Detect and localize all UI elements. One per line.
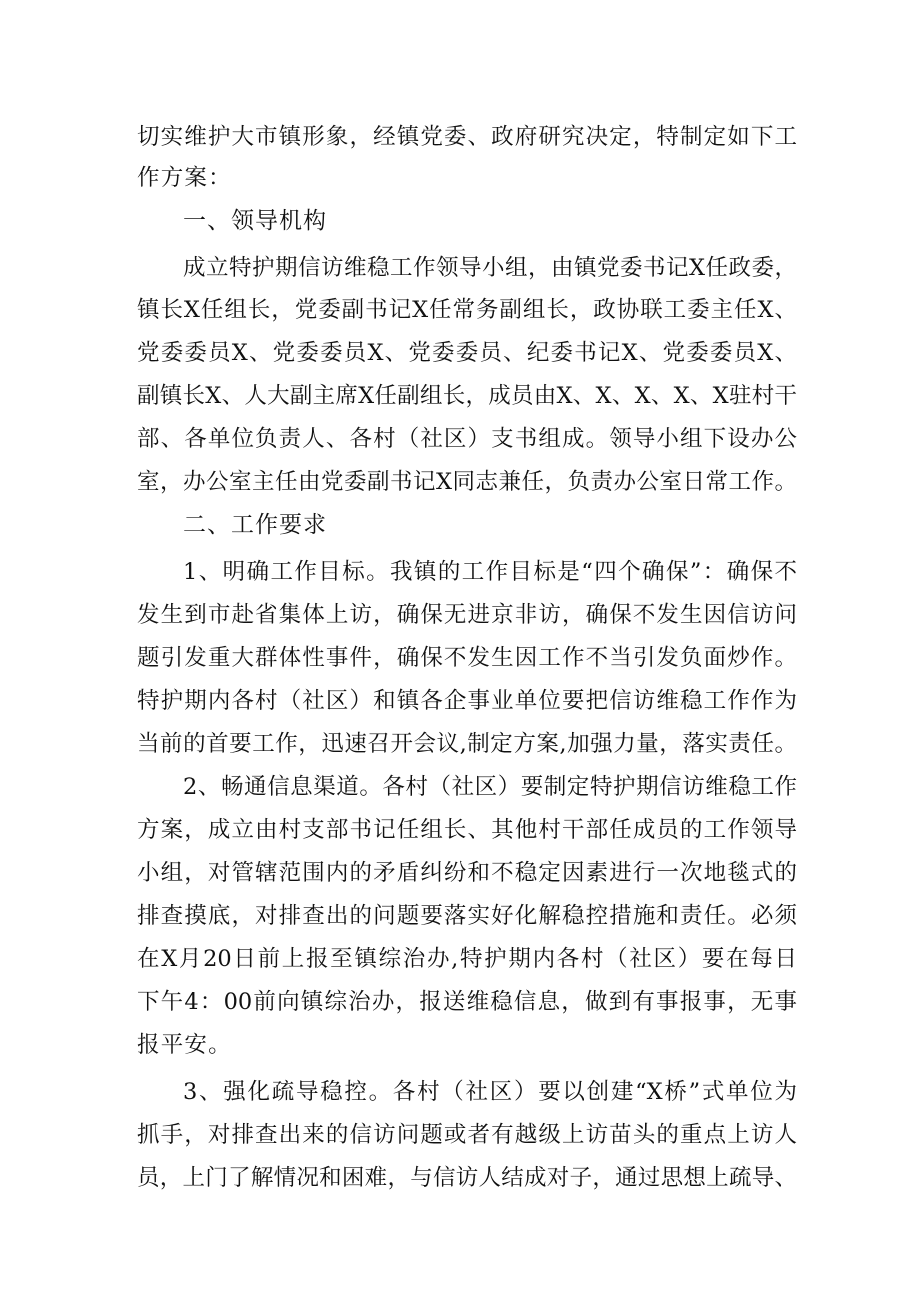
text-line: 部、各单位负责人、各村（社区）支书组成。领导小组下设办公 xyxy=(137,426,797,452)
text-line: 2、畅通信息渠道。各村（社区）要制定特护期信访维稳工作 xyxy=(183,774,797,800)
text-line: 副镇长X、人大副主席X任副组长，成员由X、X、X、X、X驻村干 xyxy=(137,383,797,409)
section-heading: 二、工作要求 xyxy=(183,512,327,538)
text-line: 成立特护期信访维稳工作领导小组，由镇党委书记X任政委， xyxy=(183,255,797,281)
text-line: 1、明确工作目标。我镇的工作目标是“四个确保”：确保不 xyxy=(183,559,797,585)
text-line: 特护期内各村（社区）和镇各企事业单位要把信访维稳工作作为 xyxy=(137,688,797,714)
section-heading: 一、领导机构 xyxy=(183,208,327,234)
text-line: 镇长X任组长，党委副书记X任常务副组长，政协联工委主任X、 xyxy=(137,297,797,323)
text-line: 排查摸底，对排查出的问题要落实好化解稳控措施和责任。必须 xyxy=(137,903,797,929)
text-line: 作方案： xyxy=(137,165,232,191)
text-line: 题引发重大群体性事件，确保不发生因工作不当引发负面炒作。 xyxy=(137,645,797,671)
text-line: 发生到市赴省集体上访，确保无进京非访，确保不发生因信访问 xyxy=(137,602,797,628)
text-line: 党委委员X、党委委员X、党委委员、纪委书记X、党委委员X、 xyxy=(137,340,797,366)
text-line: 室，办公室主任由党委副书记X同志兼任，负责办公室日常工作。 xyxy=(137,469,797,495)
text-line: 切实维护大市镇形象，经镇党委、政府研究决定，特制定如下工 xyxy=(137,124,797,150)
text-line: 小组，对管辖范围内的矛盾纠纷和不稳定因素进行一次地毯式的 xyxy=(137,860,797,886)
text-line: 当前的首要工作，迅速召开会议,制定方案,加强力量，落实责任。 xyxy=(137,731,797,757)
text-line: 抓手，对排查出来的信访问题或者有越级上访苗头的重点上访人 xyxy=(137,1122,797,1148)
text-line: 下午4：00前向镇综治办，报送维稳信息，做到有事报事，无事 xyxy=(137,989,797,1015)
text-line: 方案，成立由村支部书记任组长、其他村干部任成员的工作领导 xyxy=(137,817,797,843)
text-line: 报平安。 xyxy=(137,1032,232,1058)
text-line: 员，上门了解情况和困难，与信访人结成对子，通过思想上疏导、 xyxy=(137,1165,797,1191)
text-line: 在X月20日前上报至镇综治办,特护期内各村（社区）要在每日 xyxy=(137,946,797,972)
text-line: 3、强化疏导稳控。各村（社区）要以创建“X桥”式单位为 xyxy=(183,1079,797,1105)
